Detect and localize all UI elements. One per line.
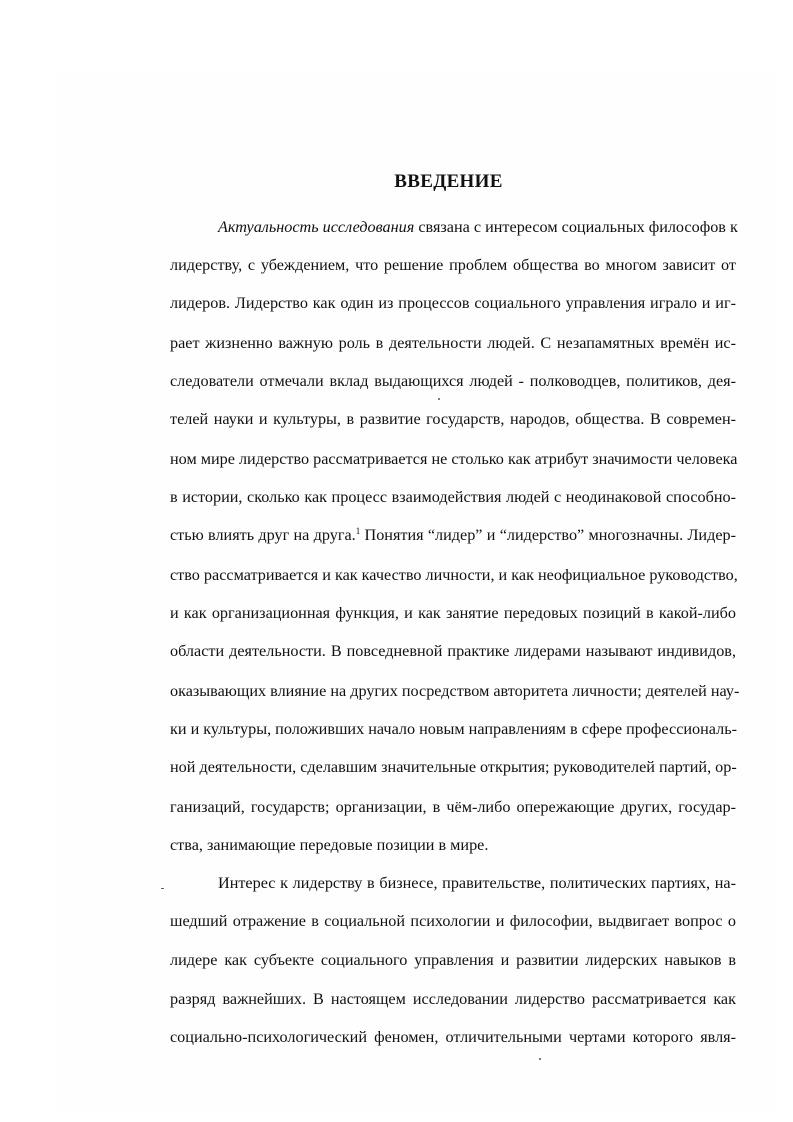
paragraph-1-line-4: рает жизненно важную роль в деятельности людей. С незапамятных времён ис- [170, 334, 736, 352]
scan-speck [539, 1058, 541, 1060]
paragraph-2-line-4: разряд важнейших. В настоящем исследовании лидерство рассматривается как [170, 990, 736, 1008]
text-run: Понятия “лидер” и “лидерство” многозначны. Лидер- [360, 526, 736, 544]
paragraph-1-line-3: лидеров. Лидерство как один из процессов социального управления играло и иг- [170, 294, 736, 312]
text-run: стью влиять друг на друга. [170, 526, 356, 544]
italic-phrase: Актуальность исследования [218, 218, 415, 236]
paragraph-1-line-8: в истории, сколько как процесс взаимодействия людей с неодинаковой способно- [170, 488, 736, 506]
paragraph-1-line-13: оказывающих влияние на других посредством авторитета личности; деятелей нау- [170, 682, 740, 700]
paragraph-1-line-9 [170, 525, 736, 545]
paragraph-1-line-11: и как организационная функция, и как занятие передовых позиций в какой-либо [170, 604, 736, 622]
paragraph-1-line-12: области деятельности. В повседневной практике лидерами называют индивидов, [170, 642, 736, 660]
paragraph-1-line-16: ганизаций, государств; организации, в чём-либо опережающие других, государ- [170, 798, 736, 816]
text-run: связана с интересом социальных философов к [414, 218, 738, 236]
footnote-marker[interactable]: 1 [355, 526, 361, 536]
paragraph-2-line-3: лидере как субъекте социального управления и развитии лидерских навыков в [170, 951, 736, 969]
scan-speck [438, 398, 440, 400]
paragraph-1-line-15: ной деятельности, сделавшим значительные открытия; руководителей партий, ор- [170, 758, 737, 776]
scan-speck [161, 888, 164, 889]
paragraph-2-line-2: шедший отражение в социальной психологии и философии, выдвигает вопрос о [170, 912, 736, 930]
paragraph-1-line-10: ство рассматривается и как качество личности, и как неофициальное руководство, [170, 566, 738, 584]
paragraph-1-line-7: ном мире лидерство рассматривается не столько как атрибут значимости человека [170, 450, 738, 468]
paragraph-1-line-17: ства, занимающие передовые позиции в мире. [170, 836, 489, 854]
paragraph-1-line-2: лидерству, с убеждением, что решение проблем общества во многом зависит от [170, 256, 736, 274]
page-title: ВВЕДЕНИЕ [394, 171, 503, 192]
paragraph-1-line-5: следователи отмечали вклад выдающихся людей - полководцев, политиков, дея- [170, 372, 736, 390]
paragraph-2-line-5: социально-психологический феномен, отличительными чертами которого явля- [170, 1028, 736, 1046]
paragraph-2-line-1: Интерес к лидерству в бизнесе, правительстве, политических партиях, на- [218, 874, 736, 892]
paragraph-1-line-1 [218, 217, 736, 237]
paragraph-1-line-6: телей науки и культуры, в развитие государств, народов, общества. В современ- [170, 410, 736, 428]
paragraph-1-line-14: ки и культуры, положивших начало новым направлениям в сфере профессиональ- [170, 720, 737, 738]
